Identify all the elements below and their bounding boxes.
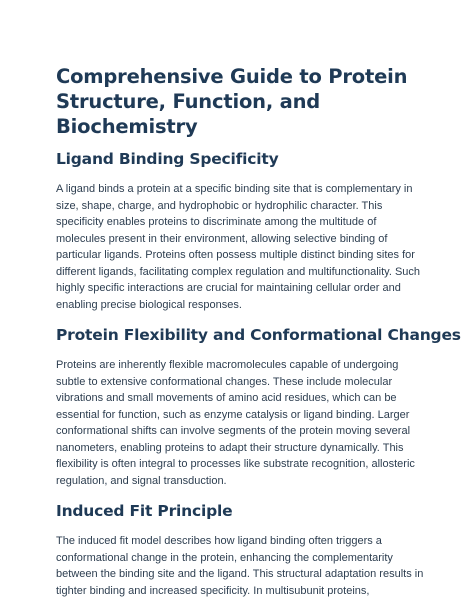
section-body-protein-flexibility: Proteins are inherently flexible macromolecules capable of undergoing subtle to extensive conformational changes. These include molecular vibrations and small movements of amino acid residues, which can be essential for function, such as enzyme catalysis or ligand binding. Larger conformational shifts can involve segments of the protein moving several nanometers, enabling proteins to adapt their structure dynamically. This flexibility is often integral to processes like substrate recognition, allosteric regulation, and signal transduction. <box>56 359 415 487</box>
section-body-ligand-binding: A ligand binds a protein at a specific binding site that is complementary in size, shape, charge, and hydrophobic or hydrophilic character. This specificity enables proteins to discriminate among the multitude of molecules present in their environment, allowing selective binding of particular ligands. Proteins often possess multiple distinct binding sites for different ligands, facilitating complex regulation and multifunctionality. Such highly specific interactions are crucial for maintaining cellular order and enabling precise biological responses. <box>56 183 421 311</box>
section-body-induced-fit: The induced fit model describes how ligand binding often triggers a conformational change in the protein, enhancing the complementarity between the binding site and the ligand. This structural adaptation results in tighter binding and increased specificity. In multisubunit proteins, <box>56 535 424 597</box>
section-heading-protein-flexibility: Protein Flexibility and Conformational Changes <box>56 326 461 344</box>
section-heading-ligand-binding: Ligand Binding Specificity <box>56 150 279 168</box>
page-title: Comprehensive Guide to Protein Structure, Function, and Biochemistry <box>56 65 408 138</box>
section-heading-induced-fit: Induced Fit Principle <box>56 502 233 520</box>
